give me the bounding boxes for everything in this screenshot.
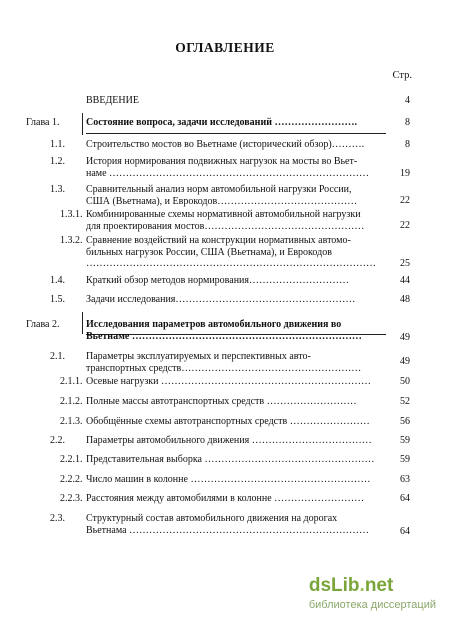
entry-title: Расстояния между автомобилями в колонне ………………………	[86, 493, 365, 504]
entry-page: 49	[400, 332, 410, 343]
entry-title: История нормирования подвижных нагрузок на мосты во Вьет- наме ……………………………………………………………………	[86, 156, 370, 179]
entry-number: 2.1.2.	[60, 396, 83, 407]
entry-page: 8	[405, 139, 410, 150]
entry-page: 56	[400, 416, 410, 427]
entry-number: 1.4.	[50, 275, 65, 286]
entry-page: 63	[400, 474, 410, 485]
entry-page: 4	[405, 95, 410, 106]
entry-page: 64	[400, 526, 410, 537]
entry-page: 22	[400, 195, 410, 206]
entry-title: Число машин в колонне ………………………………………………	[86, 474, 371, 485]
entry-title: Исследования параметров автомобильного движения во Вьетнаме ……………………………………………………………	[86, 319, 362, 342]
entry-page: 49	[400, 356, 410, 367]
entry-title: Полные массы автотранспортных средств ………………………	[86, 396, 357, 407]
entry-page: 59	[400, 435, 410, 446]
entry-page: 22	[400, 220, 410, 231]
entry-number: 2.3.	[50, 513, 65, 524]
entry-number: 1.2.	[50, 156, 65, 167]
entry-number: 1.3.2.	[60, 235, 83, 246]
entry-title: Сравнение воздействий на конструкции нормативных автомо- бильных нагрузок России, США (Вьетнама), и Еврокодов ……………………………………………………………………………	[86, 235, 376, 269]
entry-title: Задачи исследования………………………………………………	[86, 294, 356, 305]
page-column-label: Стр.	[392, 70, 412, 81]
entry-page: 8	[405, 117, 410, 128]
entry-page: 52	[400, 396, 410, 407]
entry-title: Параметры автомобильного движения ………………………………	[86, 435, 372, 446]
entry-number: 1.1.	[50, 139, 65, 150]
entry-number: 2.2.3.	[60, 493, 83, 504]
entry-page: 19	[400, 168, 410, 179]
entry-title: ВВЕДЕНИЕ	[86, 95, 139, 106]
entry-number: 2.2.2.	[60, 474, 83, 485]
entry-title: Строительство мостов во Вьетнаме (исторический обзор)……….	[86, 139, 365, 150]
entry-number: 1.3.1.	[60, 209, 83, 220]
entry-title: Сравнительный анализ норм автомобильной нагрузки России, США (Вьетнама), и Еврокодов……………………………………	[86, 184, 358, 207]
entry-title: Комбинированные схемы нормативной автомобильной нагрузки для проектирования мостов…………………………………………	[86, 209, 365, 232]
entry-number: Глава 2.	[26, 319, 60, 330]
entry-title: Состояние вопроса, задачи исследований …………………….	[86, 117, 357, 128]
entry-title: Осевые нагрузки ………………………………………………………	[86, 376, 372, 387]
entry-title: Обобщённые схемы автотранспортных средств ……………………	[86, 416, 370, 427]
toc-title: ОГЛАВЛЕНИЕ	[175, 40, 275, 55]
dslib-watermark	[309, 575, 436, 611]
entry-number: 2.2.1.	[60, 454, 83, 465]
entry-number: 2.1.3.	[60, 416, 83, 427]
entry-page: 44	[400, 275, 410, 286]
entry-title: Структурный состав автомобильного движения на дорогах Вьетнама ………………………………………………………………	[86, 513, 370, 536]
entry-title: Представительная выборка ……………………………………………	[86, 454, 375, 465]
watermark-brand: dsLib.net	[308, 575, 394, 596]
entry-number: 2.1.1.	[60, 376, 83, 387]
entry-page: 50	[400, 376, 410, 387]
entry-number: 2.2.	[50, 435, 65, 446]
entry-title: Параметры эксплуатируемых и перспективных авто- транспортных средств………………………………………………	[86, 351, 362, 374]
entry-page: 64	[400, 493, 410, 504]
entry-number: Глава 1.	[26, 117, 60, 128]
entry-number: 1.5.	[50, 294, 65, 305]
entry-number: 2.1.	[50, 351, 65, 362]
entry-page: 25	[400, 258, 410, 269]
entry-page: 48	[400, 294, 410, 305]
entry-title: Краткий обзор методов нормирования…………………………	[86, 275, 349, 286]
chapter-underline	[86, 133, 386, 134]
entry-page: 59	[400, 454, 410, 465]
entry-number: 1.3.	[50, 184, 65, 195]
watermark-tagline: библиотека диссертаций	[308, 599, 436, 611]
